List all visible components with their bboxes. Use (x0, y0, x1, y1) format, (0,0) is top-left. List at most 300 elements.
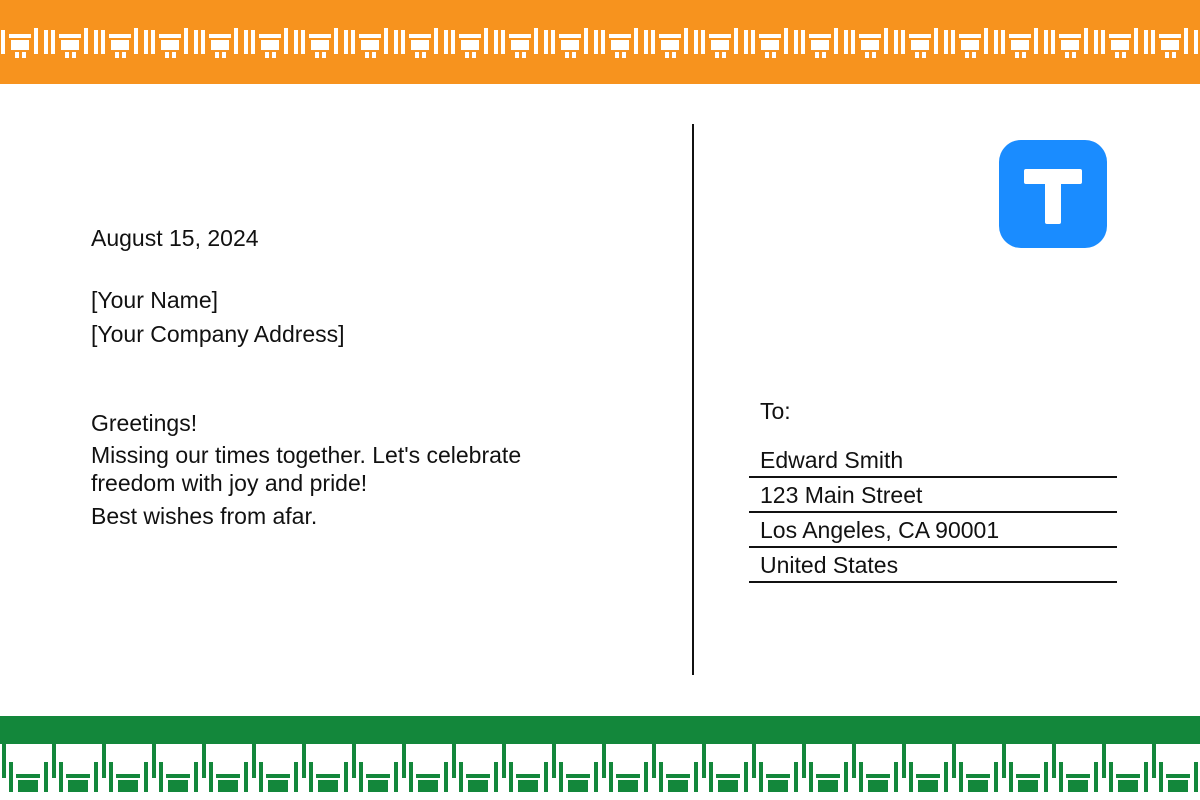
pillar-motif (1059, 762, 1063, 792)
pillar-motif (602, 744, 606, 778)
roof-motif (816, 774, 840, 778)
pillar-motif (109, 762, 113, 792)
pillar-motif (544, 30, 548, 54)
pillar-motif (459, 762, 463, 792)
roof-motif (1016, 774, 1040, 778)
pillar-motif (394, 30, 398, 54)
building-motif (668, 780, 688, 792)
building-motif (361, 40, 379, 50)
building-leg-motif (465, 52, 469, 58)
pillar-motif (909, 762, 913, 792)
address-line-city (749, 514, 1117, 548)
to-label: To: (760, 398, 791, 424)
building-leg-motif (922, 52, 926, 58)
roof-motif (916, 774, 940, 778)
pillar-motif (1134, 28, 1138, 54)
pillar-motif (951, 30, 955, 54)
roof-motif (266, 774, 290, 778)
pillar-motif (759, 762, 763, 792)
pillar-motif (884, 28, 888, 54)
pillar-motif (1094, 30, 1098, 54)
pillar-motif (394, 762, 398, 792)
pillar-motif (1152, 744, 1156, 778)
pillar-motif (251, 30, 255, 54)
pillar-motif (352, 744, 356, 778)
roof-motif (1166, 774, 1190, 778)
roof-motif (359, 34, 381, 38)
pillar-motif (1051, 30, 1055, 54)
pillar-motif (801, 30, 805, 54)
recipient-name: Edward Smith (760, 447, 904, 473)
roof-motif (466, 774, 490, 778)
building-motif (1068, 780, 1088, 792)
pillar-motif (1044, 30, 1048, 54)
pillar-motif (1194, 30, 1198, 54)
pillar-motif (694, 762, 698, 792)
building-leg-motif (915, 52, 919, 58)
building-motif (418, 780, 438, 792)
pillar-motif (934, 28, 938, 54)
building-motif (768, 780, 788, 792)
green-monument-pattern (0, 716, 1200, 800)
pillar-motif (344, 30, 348, 54)
building-motif (211, 40, 229, 50)
roof-motif (809, 34, 831, 38)
pillar-motif (294, 30, 298, 54)
roof-motif (116, 774, 140, 778)
roof-motif (316, 774, 340, 778)
recipient-city: Los Angeles, CA 90001 (760, 517, 1000, 543)
pillar-motif (101, 30, 105, 54)
pillar-motif (734, 28, 738, 54)
building-leg-motif (522, 52, 526, 58)
building-leg-motif (265, 52, 269, 58)
building-motif (411, 40, 429, 50)
building-motif (111, 40, 129, 50)
building-motif (18, 780, 38, 792)
pillar-motif (202, 744, 206, 778)
building-leg-motif (615, 52, 619, 58)
brand-logo-icon (999, 140, 1107, 248)
building-motif (968, 780, 988, 792)
pillar-motif (444, 762, 448, 792)
pillar-motif (809, 762, 813, 792)
roof-motif (259, 34, 281, 38)
pillar-motif (752, 744, 756, 778)
roof-motif (859, 34, 881, 38)
pillar-motif (751, 30, 755, 54)
building-leg-motif (365, 52, 369, 58)
roof-motif (166, 774, 190, 778)
building-motif (861, 40, 879, 50)
pillar-motif (494, 30, 498, 54)
roof-motif (1159, 34, 1181, 38)
pillar-motif (444, 30, 448, 54)
building-leg-motif (565, 52, 569, 58)
pillar-motif (551, 30, 555, 54)
recipient-street: 123 Main Street (760, 482, 923, 508)
pillar-motif (1, 30, 5, 54)
pillar-motif (702, 744, 706, 778)
building-leg-motif (872, 52, 876, 58)
building-motif (818, 780, 838, 792)
pillar-motif (559, 762, 563, 792)
building-leg-motif (722, 52, 726, 58)
building-motif (811, 40, 829, 50)
building-leg-motif (1072, 52, 1076, 58)
building-leg-motif (215, 52, 219, 58)
building-motif (311, 40, 329, 50)
building-leg-motif (372, 52, 376, 58)
pillar-motif (434, 28, 438, 54)
roof-motif (366, 774, 390, 778)
pillar-motif (894, 762, 898, 792)
building-motif (1168, 780, 1188, 792)
pillar-motif (509, 762, 513, 792)
pillar-motif (901, 30, 905, 54)
building-motif (868, 780, 888, 792)
pillar-motif (144, 762, 148, 792)
pillar-motif (409, 762, 413, 792)
building-motif (711, 40, 729, 50)
sender-address: [Your Company Address] (91, 321, 345, 347)
building-leg-motif (665, 52, 669, 58)
pillar-motif (359, 762, 363, 792)
vertical-divider (692, 124, 694, 675)
building-motif (561, 40, 579, 50)
pillar-motif (609, 762, 613, 792)
pillar-motif (1144, 30, 1148, 54)
pillar-motif (184, 28, 188, 54)
pillar-motif (902, 744, 906, 778)
pillar-motif (852, 744, 856, 778)
building-leg-motif (65, 52, 69, 58)
building-leg-motif (1015, 52, 1019, 58)
pillar-motif (1102, 744, 1106, 778)
pillar-motif (1034, 28, 1038, 54)
roof-motif (666, 774, 690, 778)
pillar-motif (252, 744, 256, 778)
pillar-motif (402, 744, 406, 778)
building-leg-motif (515, 52, 519, 58)
pillar-motif (644, 30, 648, 54)
roof-motif (459, 34, 481, 38)
building-motif (911, 40, 929, 50)
building-motif (1011, 40, 1029, 50)
building-leg-motif (1022, 52, 1026, 58)
roof-motif (716, 774, 740, 778)
building-motif (718, 780, 738, 792)
pillar-motif (944, 762, 948, 792)
pillar-motif (44, 762, 48, 792)
roof-motif (159, 34, 181, 38)
building-motif (368, 780, 388, 792)
pillar-motif (309, 762, 313, 792)
pillar-motif (84, 28, 88, 54)
pillar-motif (651, 30, 655, 54)
roof-motif (709, 34, 731, 38)
building-motif (168, 780, 188, 792)
pillar-motif (351, 30, 355, 54)
pillar-motif (794, 30, 798, 54)
building-leg-motif (1172, 52, 1176, 58)
roof-motif (9, 34, 31, 38)
building-leg-motif (15, 52, 19, 58)
building-leg-motif (72, 52, 76, 58)
building-motif (261, 40, 279, 50)
building-motif (761, 40, 779, 50)
message-body: Missing our times together. Let's celebrate freedom with joy and pride! (91, 442, 522, 496)
roof-motif (216, 774, 240, 778)
pillar-motif (94, 762, 98, 792)
roof-motif (909, 34, 931, 38)
roof-motif (959, 34, 981, 38)
pillar-motif (484, 28, 488, 54)
address-line-street (749, 479, 1117, 513)
roof-motif (616, 774, 640, 778)
pillar-motif (384, 28, 388, 54)
building-leg-motif (115, 52, 119, 58)
pillar-motif (401, 30, 405, 54)
pillar-motif (1052, 744, 1056, 778)
pillar-motif (1109, 762, 1113, 792)
building-leg-motif (715, 52, 719, 58)
message-block (91, 407, 611, 531)
pillar-motif (952, 744, 956, 778)
building-leg-motif (772, 52, 776, 58)
building-motif (318, 780, 338, 792)
building-motif (11, 40, 29, 50)
top-decorative-border (0, 0, 1200, 84)
building-motif (661, 40, 679, 50)
pillar-motif (744, 762, 748, 792)
building-motif (118, 780, 138, 792)
pillar-motif (709, 762, 713, 792)
pillar-motif (802, 744, 806, 778)
building-motif (518, 780, 538, 792)
pillar-motif (644, 762, 648, 792)
building-motif (1161, 40, 1179, 50)
pillar-motif (501, 30, 505, 54)
pillar-motif (194, 30, 198, 54)
building-leg-motif (172, 52, 176, 58)
pillar-motif (344, 762, 348, 792)
building-leg-motif (22, 52, 26, 58)
pillar-motif (44, 30, 48, 54)
building-motif (961, 40, 979, 50)
building-leg-motif (272, 52, 276, 58)
pillar-motif (552, 744, 556, 778)
building-leg-motif (622, 52, 626, 58)
building-leg-motif (1165, 52, 1169, 58)
building-leg-motif (815, 52, 819, 58)
roof-motif (409, 34, 431, 38)
pillar-motif (844, 30, 848, 54)
pillar-motif (144, 30, 148, 54)
roof-motif (309, 34, 331, 38)
pillar-motif (159, 762, 163, 792)
roof-motif (966, 774, 990, 778)
building-motif (68, 780, 88, 792)
building-leg-motif (972, 52, 976, 58)
pillar-motif (59, 762, 63, 792)
pillar-motif (94, 30, 98, 54)
pillar-motif (1159, 762, 1163, 792)
building-motif (918, 780, 938, 792)
building-motif (1111, 40, 1129, 50)
pillar-motif (102, 744, 106, 778)
building-motif (1018, 780, 1038, 792)
pillar-motif (152, 744, 156, 778)
pillar-motif (494, 762, 498, 792)
building-leg-motif (1115, 52, 1119, 58)
pillar-motif (794, 762, 798, 792)
pillar-motif (451, 30, 455, 54)
pillar-motif (151, 30, 155, 54)
pillar-motif (1044, 762, 1048, 792)
roof-motif (109, 34, 131, 38)
building-motif (511, 40, 529, 50)
roof-motif (659, 34, 681, 38)
building-leg-motif (965, 52, 969, 58)
pillar-motif (534, 28, 538, 54)
pillar-motif (859, 762, 863, 792)
pillar-motif (51, 30, 55, 54)
pillar-motif (1084, 28, 1088, 54)
building-motif (61, 40, 79, 50)
pillar-motif (594, 30, 598, 54)
green-stripe (0, 716, 1200, 744)
building-leg-motif (865, 52, 869, 58)
pillar-motif (694, 30, 698, 54)
pillar-motif (52, 744, 56, 778)
pillar-motif (984, 28, 988, 54)
roof-motif (1059, 34, 1081, 38)
pillar-motif (701, 30, 705, 54)
pillar-motif (1184, 28, 1188, 54)
pillar-motif (209, 762, 213, 792)
pillar-motif (544, 762, 548, 792)
building-motif (568, 780, 588, 792)
roof-motif (609, 34, 631, 38)
pillar-motif (834, 28, 838, 54)
building-leg-motif (165, 52, 169, 58)
pillar-motif (594, 762, 598, 792)
bottom-decorative-border (0, 716, 1200, 800)
greeting: Greetings! (91, 410, 198, 436)
pillar-motif (1094, 762, 1098, 792)
pillar-motif (959, 762, 963, 792)
building-motif (468, 780, 488, 792)
building-leg-motif (1122, 52, 1126, 58)
saffron-monument-pattern (0, 0, 1200, 84)
pillar-motif (9, 762, 13, 792)
pillar-motif (1001, 30, 1005, 54)
roof-motif (766, 774, 790, 778)
pillar-motif (1002, 744, 1006, 778)
roof-motif (509, 34, 531, 38)
pillar-motif (244, 30, 248, 54)
building-leg-motif (315, 52, 319, 58)
roof-motif (1109, 34, 1131, 38)
pillar-motif (34, 28, 38, 54)
letter-t-icon (999, 140, 1107, 248)
pillar-motif (452, 744, 456, 778)
pillar-motif (259, 762, 263, 792)
roof-motif (1116, 774, 1140, 778)
date: August 15, 2024 (91, 225, 259, 251)
pillar-motif (194, 762, 198, 792)
message-column (91, 222, 611, 531)
pillar-motif (584, 28, 588, 54)
building-leg-motif (422, 52, 426, 58)
pillar-motif (1101, 30, 1105, 54)
building-leg-motif (1065, 52, 1069, 58)
pillar-motif (284, 28, 288, 54)
pillar-motif (844, 762, 848, 792)
pillar-motif (301, 30, 305, 54)
pillar-motif (334, 28, 338, 54)
pillar-motif (851, 30, 855, 54)
building-motif (161, 40, 179, 50)
roof-motif (66, 774, 90, 778)
roof-motif (559, 34, 581, 38)
roof-motif (1009, 34, 1031, 38)
pillar-motif (134, 28, 138, 54)
pillar-motif (302, 744, 306, 778)
pillar-motif (1144, 762, 1148, 792)
pillar-motif (652, 744, 656, 778)
pillar-motif (784, 28, 788, 54)
building-motif (618, 780, 638, 792)
building-leg-motif (122, 52, 126, 58)
address-line-country (749, 549, 1117, 583)
building-motif (268, 780, 288, 792)
building-leg-motif (572, 52, 576, 58)
pillar-motif (502, 744, 506, 778)
roof-motif (416, 774, 440, 778)
pillar-motif (944, 30, 948, 54)
sender-name: [Your Name] (91, 287, 218, 313)
roof-motif (209, 34, 231, 38)
roof-motif (59, 34, 81, 38)
pillar-motif (634, 28, 638, 54)
pillar-motif (744, 30, 748, 54)
signoff: Best wishes from afar. (91, 503, 318, 529)
building-motif (1061, 40, 1079, 50)
sender-block (91, 283, 611, 351)
building-motif (218, 780, 238, 792)
pillar-motif (294, 762, 298, 792)
building-leg-motif (765, 52, 769, 58)
building-leg-motif (222, 52, 226, 58)
pillar-motif (201, 30, 205, 54)
roof-motif (16, 774, 40, 778)
pillar-motif (994, 762, 998, 792)
roof-motif (1066, 774, 1090, 778)
building-motif (611, 40, 629, 50)
building-leg-motif (322, 52, 326, 58)
building-leg-motif (672, 52, 676, 58)
recipient-country: United States (760, 552, 899, 578)
pillar-motif (2, 744, 6, 778)
building-leg-motif (822, 52, 826, 58)
pillar-motif (684, 28, 688, 54)
roof-motif (516, 774, 540, 778)
pillar-motif (244, 762, 248, 792)
building-motif (461, 40, 479, 50)
pillar-motif (659, 762, 663, 792)
